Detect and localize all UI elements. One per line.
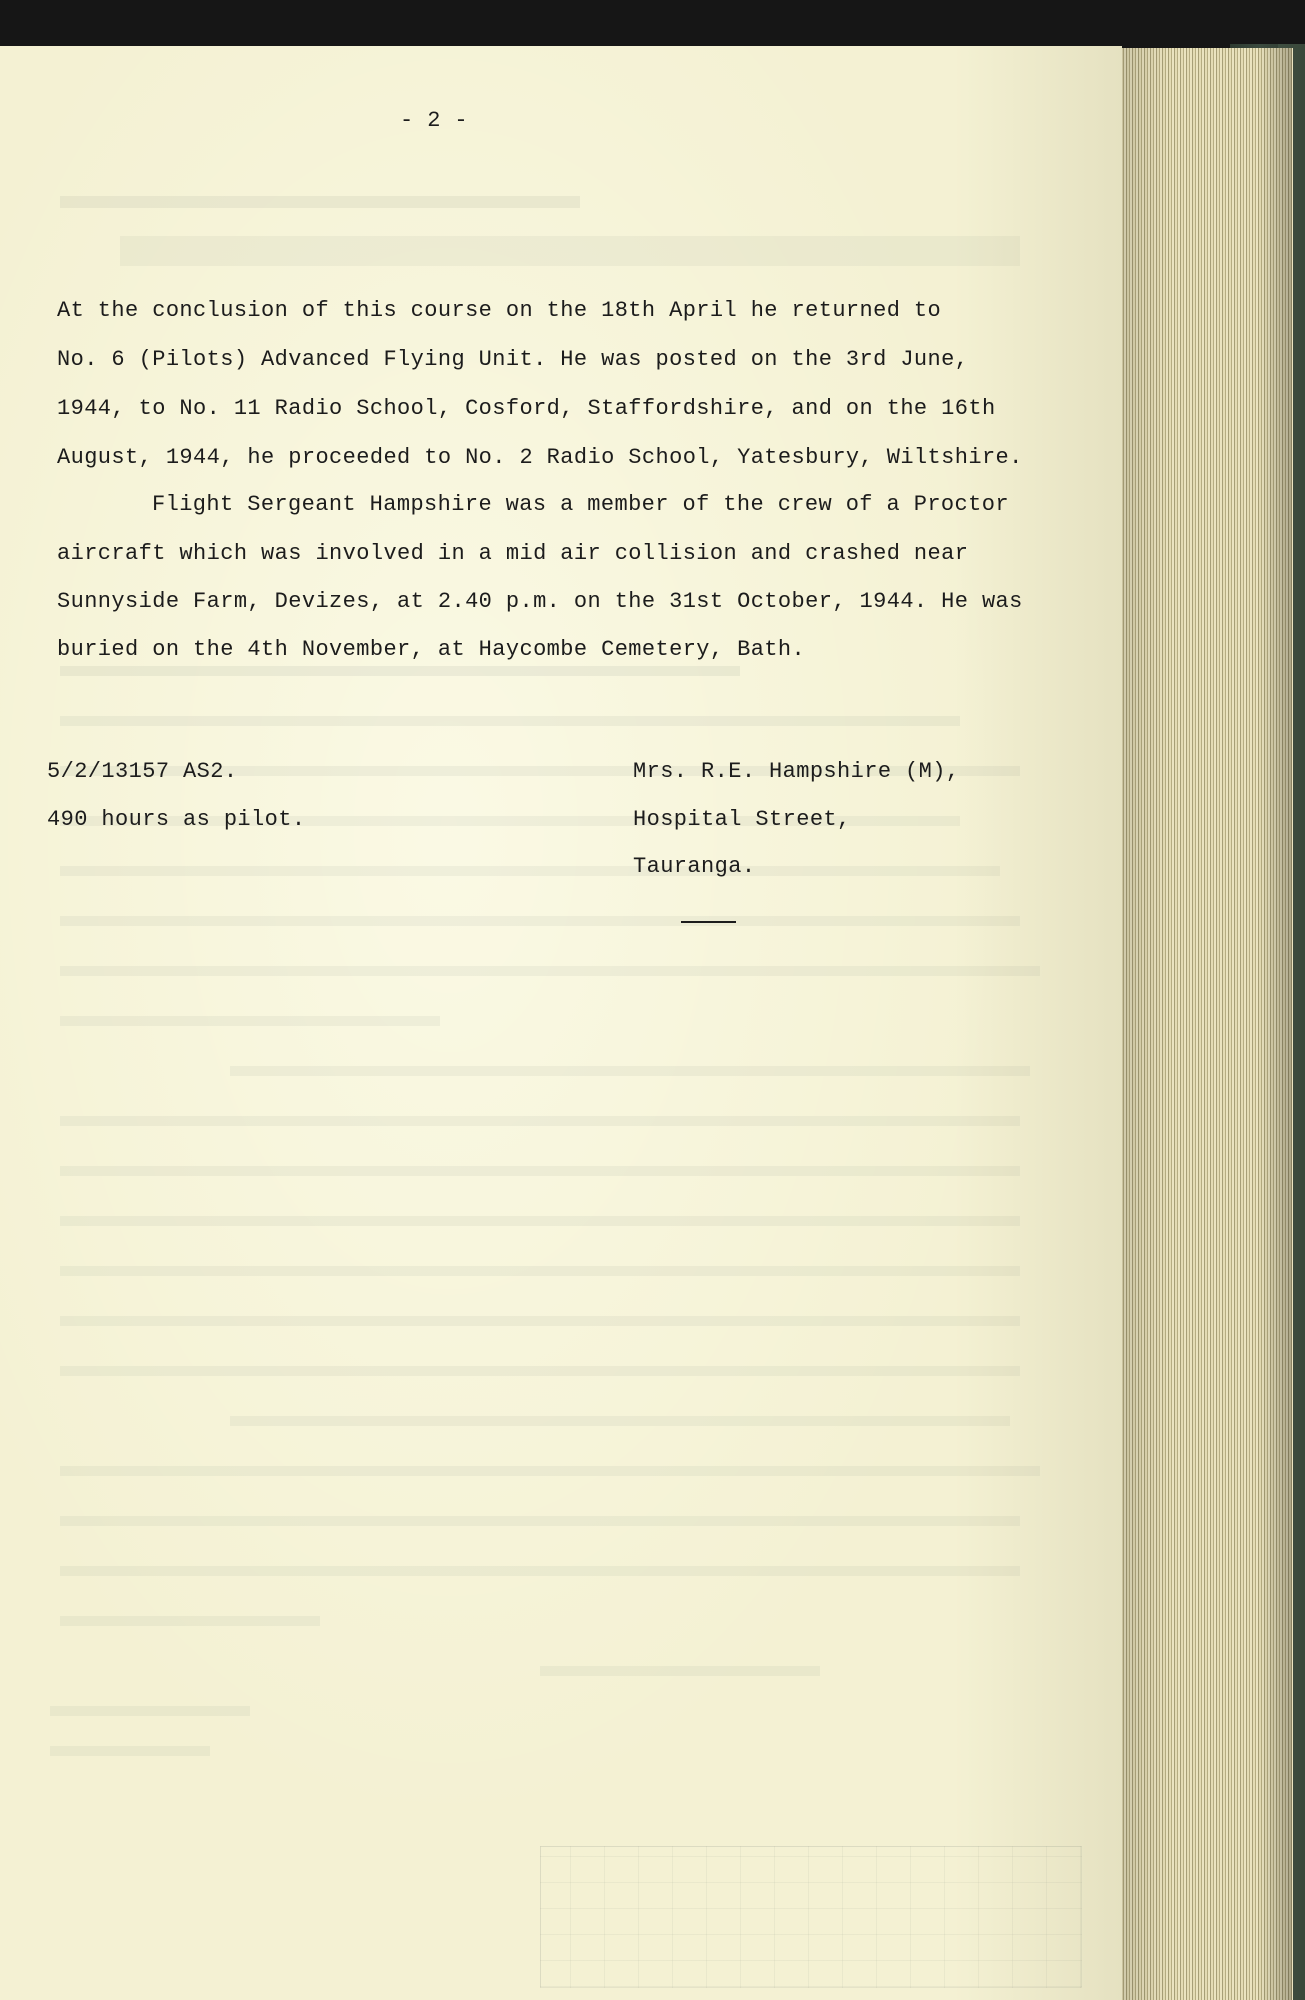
page-stack-shadow [1120,48,1292,2000]
next-of-kin-name: Mrs. R.E. Hampshire (M), [633,759,960,784]
file-reference: 5/2/13157 AS2. [47,759,238,784]
body-line: Flight Sergeant Hampshire was a member of the crew of a Proctor [152,492,1009,517]
next-of-kin-street: Hospital Street, [633,807,851,832]
body-line: 1944, to No. 11 Radio School, Cosford, Staffordshire, and on the 16th [57,396,996,421]
flying-hours: 490 hours as pilot. [47,807,306,832]
body-line: No. 6 (Pilots) Advanced Flying Unit. He was posted on the 3rd June, [57,347,969,372]
body-line: At the conclusion of this course on the 18th April he returned to [57,298,942,323]
body-line: buried on the 4th November, at Haycombe Cemetery, Bath. [57,637,806,662]
bleed-through-texture [0,46,1122,2000]
body-line: aircraft which was involved in a mid air collision and crashed near [57,541,969,566]
body-line: Sunnyside Farm, Devizes, at 2.40 p.m. on the 31st October, 1944. He was [57,589,1023,614]
body-line: August, 1944, he proceeded to No. 2 Radio School, Yatesbury, Wiltshire. [57,445,1023,470]
next-of-kin-town: Tauranga. [633,854,756,879]
closing-rule [681,921,736,923]
document-page [0,46,1122,2000]
page-number: - 2 - [400,108,469,133]
